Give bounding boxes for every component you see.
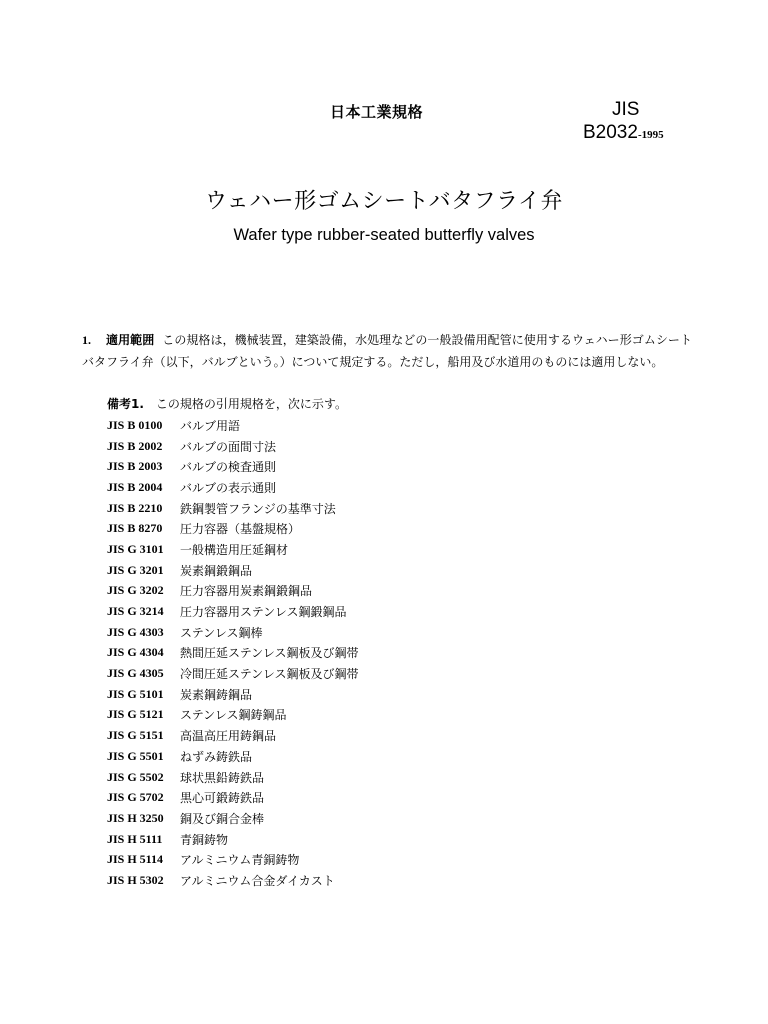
reference-item — [107, 767, 359, 788]
reference-item — [107, 601, 359, 622]
standard-name: 日本工業規格 — [330, 103, 424, 121]
reference-title: 一般構造用圧延鋼材 — [180, 542, 289, 557]
standard-number-line — [583, 122, 664, 144]
reference-title: ステンレス鋼鋳鋼品 — [180, 708, 287, 723]
reference-item — [107, 870, 359, 891]
reference-code: JIS G 3101 — [107, 541, 164, 556]
reference-code: JIS G 4305 — [107, 666, 164, 681]
reference-code: JIS B 2004 — [107, 479, 163, 494]
reference-code: JIS G 4304 — [107, 645, 164, 660]
reference-item — [107, 456, 359, 477]
reference-item — [107, 581, 359, 602]
reference-item — [107, 725, 359, 746]
reference-title: 球状黒鉛鋳鉄品 — [180, 770, 265, 785]
reference-code: JIS B 0100 — [107, 417, 163, 432]
reference-title: 圧力容器（基盤規格） — [180, 522, 301, 537]
reference-code: JIS H 5111 — [107, 831, 163, 846]
reference-code: JIS B 8270 — [107, 521, 163, 536]
reference-title: 銅及び銅合金棒 — [180, 811, 265, 826]
standard-number: B2032 — [583, 122, 638, 143]
reference-list — [107, 415, 359, 891]
reference-item — [107, 498, 359, 519]
reference-code: JIS G 5502 — [107, 769, 164, 784]
remark-text: この規格の引用規格を，次に示す。 — [155, 397, 347, 411]
reference-title: 圧力容器用炭素鋼鍛鋼品 — [180, 584, 313, 599]
reference-title: 青銅鋳物 — [180, 832, 229, 847]
reference-code: JIS H 3250 — [107, 810, 164, 825]
reference-code: JIS G 5121 — [107, 707, 164, 722]
reference-item — [107, 663, 359, 684]
reference-item — [107, 829, 359, 850]
standard-year: -1995 — [637, 129, 664, 141]
reference-title: ステンレス鋼棒 — [180, 625, 263, 640]
reference-title: 炭素鋼鋳鋼品 — [180, 687, 253, 702]
reference-code: JIS G 5101 — [107, 686, 164, 701]
reference-code: JIS B 2210 — [107, 500, 163, 515]
reference-item — [107, 705, 359, 726]
reference-code: JIS G 3201 — [107, 562, 164, 577]
reference-code: JIS G 4303 — [107, 624, 164, 639]
remark-line — [107, 395, 347, 412]
reference-item — [107, 808, 359, 829]
reference-title: バルブの表示通則 — [180, 480, 277, 495]
reference-title: 黒心可鍛鋳鉄品 — [180, 791, 265, 806]
reference-item — [107, 539, 359, 560]
reference-code: JIS B 2002 — [107, 438, 163, 453]
reference-item — [107, 415, 359, 436]
reference-code: JIS G 5501 — [107, 748, 164, 763]
reference-title: 熱間圧延ステンレス鋼板及び鋼帯 — [180, 646, 359, 661]
reference-item — [107, 560, 359, 581]
reference-code: JIS H 5302 — [107, 872, 164, 887]
section-heading: 適用範囲 — [106, 333, 155, 347]
title-english: Wafer type rubber-seated butterfly valves — [233, 226, 535, 244]
reference-item — [107, 787, 359, 808]
reference-item — [107, 436, 359, 457]
reference-title: 鉄鋼製管フランジの基準寸法 — [180, 501, 336, 516]
reference-title: 圧力容器用ステンレス鋼鍛鋼品 — [180, 605, 347, 620]
section-text: この規格は，機械装置，建築設備，水処理などの一般設備用配管に使用するウェハー形ゴムシートバタフライ弁（以下，バルブという。）について規定する。ただし，船用及び水道用のものには適用しない。 — [82, 333, 692, 369]
standard-label: JIS — [612, 99, 640, 120]
reference-item — [107, 643, 359, 664]
reference-title: アルミニウム合金ダイカスト — [180, 873, 335, 888]
reference-item — [107, 518, 359, 539]
reference-code: JIS G 3214 — [107, 604, 164, 619]
reference-code: JIS G 5151 — [107, 728, 164, 743]
reference-code: JIS B 2003 — [107, 459, 163, 474]
reference-item — [107, 684, 359, 705]
title-japanese: ウェハー形ゴムシートバタフライ弁 — [204, 189, 564, 214]
reference-title: 炭素鋼鍛鋼品 — [180, 563, 253, 578]
reference-title: バルブの面間寸法 — [180, 439, 277, 454]
reference-title: 冷間圧延ステンレス鋼板及び鋼帯 — [180, 667, 359, 682]
reference-item — [107, 849, 359, 870]
reference-code: JIS H 5114 — [107, 852, 164, 867]
reference-title: 高温高圧用鋳鋼品 — [180, 729, 277, 744]
reference-title: アルミニウム青銅鋳物 — [180, 853, 300, 868]
reference-title: バルブ用語 — [180, 418, 241, 433]
reference-code: JIS G 5702 — [107, 790, 164, 805]
reference-code: JIS G 3202 — [107, 583, 164, 598]
section-1-paragraph — [82, 329, 692, 373]
remark-label: 備考1. — [107, 397, 144, 411]
section-number: 1. — [82, 333, 91, 347]
reference-title: バルブの検査通則 — [180, 460, 277, 475]
reference-item — [107, 622, 359, 643]
reference-item — [107, 746, 359, 767]
reference-title: ねずみ鋳鉄品 — [180, 749, 253, 764]
reference-item — [107, 477, 359, 498]
